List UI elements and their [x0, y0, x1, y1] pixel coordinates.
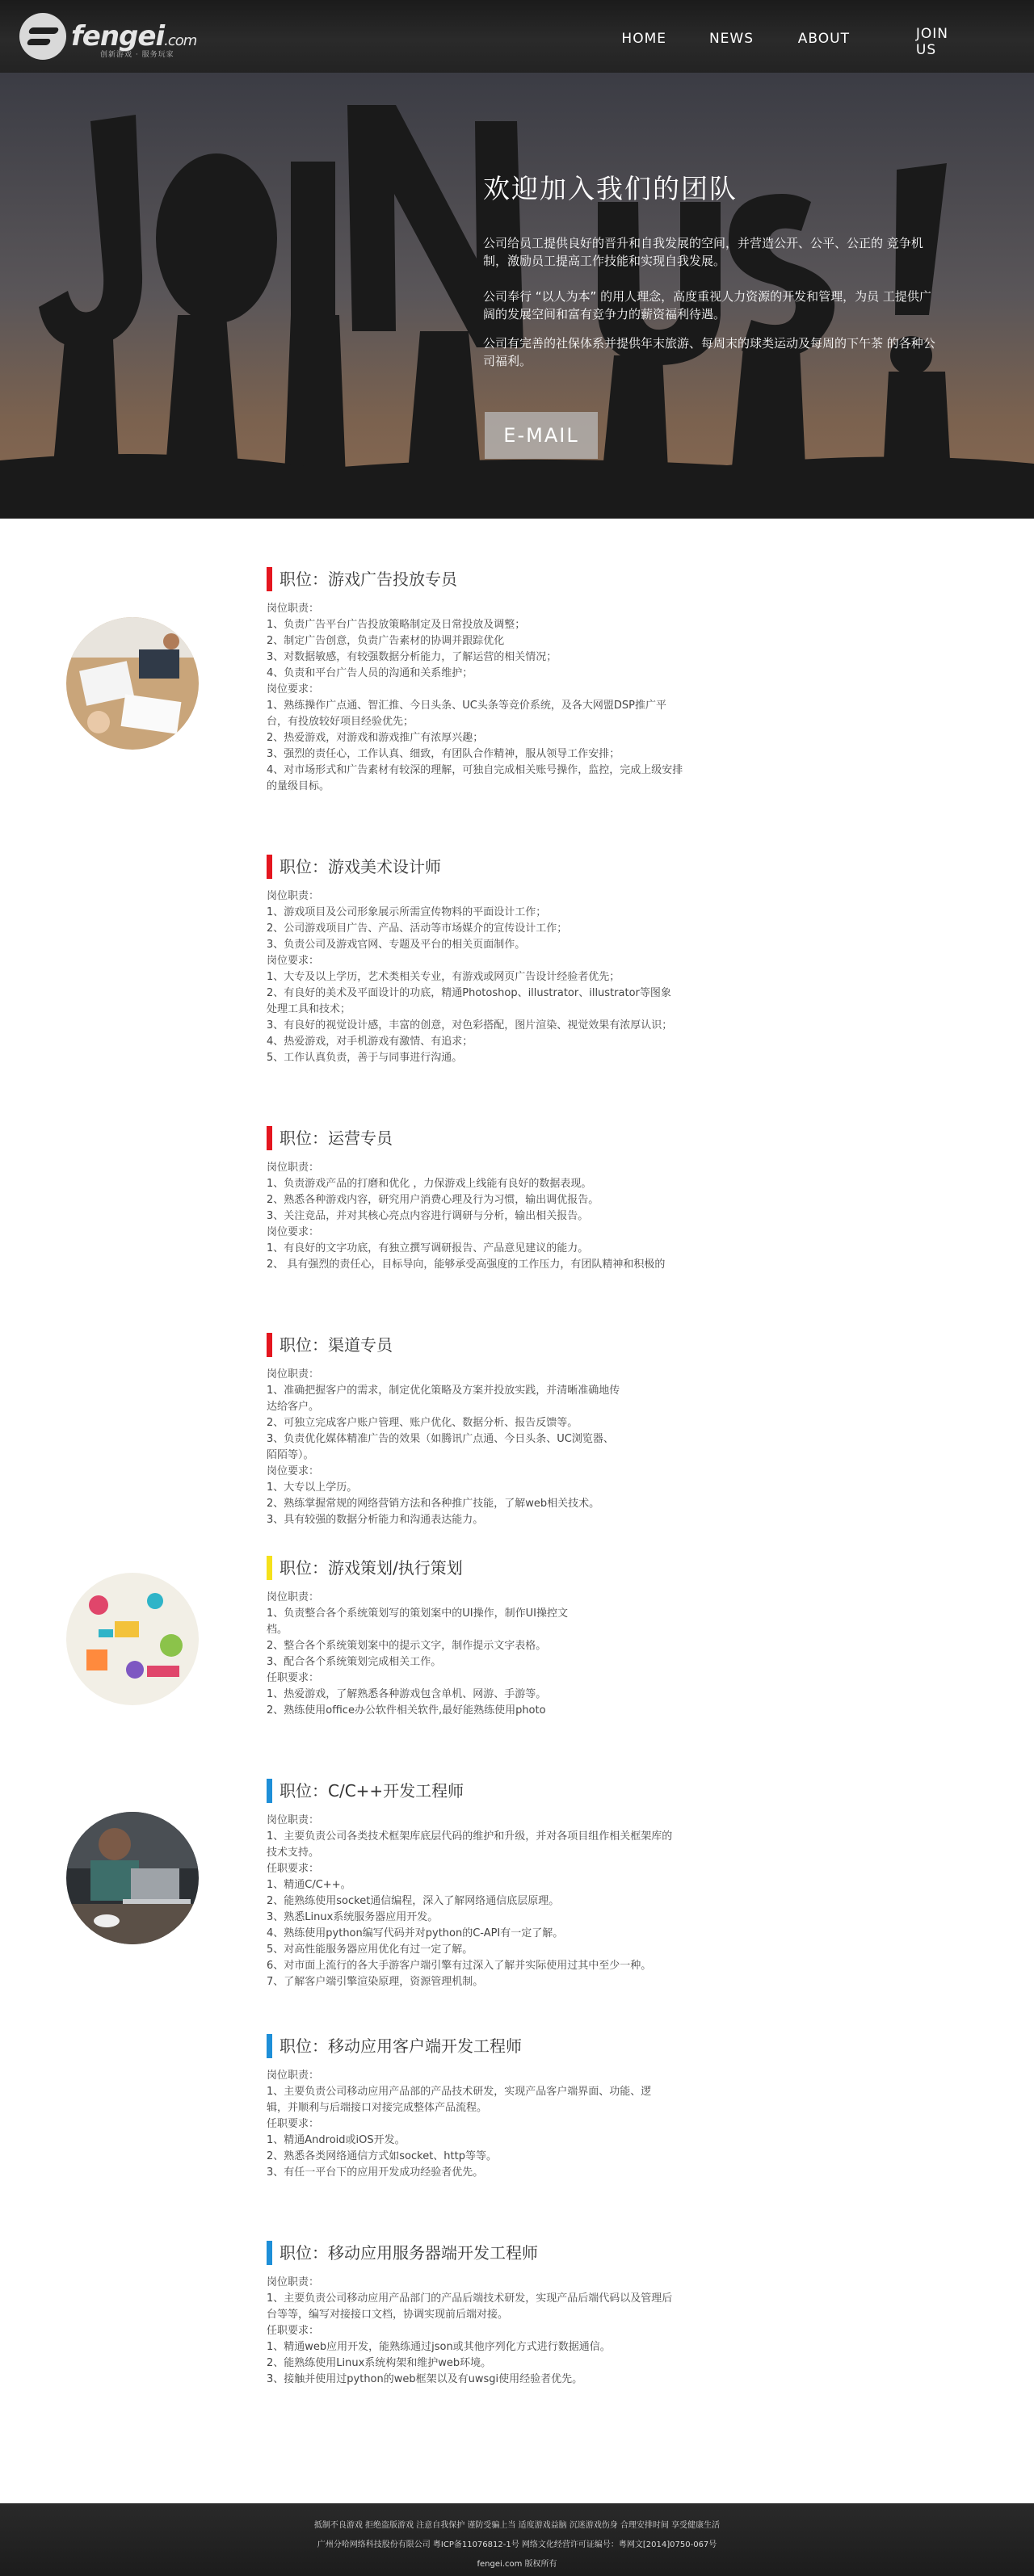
laptop-workspace-image: [66, 1812, 199, 1944]
nav-about[interactable]: ABOUT: [797, 31, 850, 47]
site-header: [0, 0, 1034, 73]
job-description: 岗位职责： 1、主要负责公司移动应用产品部的产品技术研发，实现产品客户端界面、功能、逻 辑，并顺利与后端接口对接完成整体产品流程。 任职要求： 1、精通Android或iOS开发。 2、熟悉各类网络通信方式如socket、http等等。 3、有任一平台下的应用开发成功经验者优先。: [267, 2070, 652, 2179]
job-description: 岗位职责： 1、游戏项目及公司形象展示所需宣传物料的平面设计工作； 2、公司游戏项目广告、产品、活动等市场媒介的宣传设计工作； 3、负责公司及游戏官网、专题及平台的相关页面制作。 岗位要求： 1、大专及以上学历，艺术类相关专业，有游戏或网页广告设计经验者优先； 2、有良好的美术及平面设计的功底，精通Photoshop、illustrator、illustrator等图象 处理工具和技术； 3、有良好的视觉设计感，丰富的创意，对色彩搭配，图片渲染、视觉效果有浓厚认识； 4、热爱游戏，对手机游戏有激情、有追求； 5、工作认真负责，善于与同事进行沟通。: [267, 890, 673, 1064]
nav-home[interactable]: HOME: [621, 31, 666, 47]
accent-bar: [267, 567, 272, 591]
job-description: 岗位职责： 1、负责整合各个系统策划写的策划案中的UI操作，制作UI操控文 档。 2、整合各个系统策划案中的提示文字，制作提示文字表格。 3、配合各个系统策划完成相关工作。 任职要求： 1、热爱游戏，了解熟悉各种游戏包含单机、网游、手游等。 2、熟练使用office办公软件相关软件,最好能熟练使用photo: [267, 1591, 568, 1717]
job-listing: [267, 2034, 767, 2181]
logo-domain: .com: [164, 32, 197, 49]
job-title: 职位：渠道专员: [280, 1335, 393, 1355]
job-listing: [267, 1556, 767, 1719]
site-logo[interactable]: [19, 10, 196, 63]
job-description: 岗位职责： 1、主要负责公司移动应用产品部门的产品后端技术研发，实现产品后端代码以及管理后 台等等，编写对接接口文档，协调实现前后端对接。 任职要求： 1、精通web应用开发，能熟练通过json或其他序列化方式进行数据通信。 2、能熟练使用Linux系统构架和维护web环境。 3、接触并使用过python的web框架以及有uwsgi使用经验者优先。: [267, 2276, 673, 2385]
footer-copyright: fengei.com 版权所有: [477, 2560, 557, 2569]
job-listing: [267, 855, 767, 1066]
accent-bar: [267, 855, 272, 879]
hero-paragraph-2: 公司奉行 “以人为本” 的用人理念，高度重视人力资源的开发和管理，为员 工提供广阔的发展空间和富有竞争力的薪资福利待遇。: [483, 289, 931, 321]
accent-bar: [267, 2034, 272, 2058]
hero-paragraph-3: 公司有完善的社保体系并提供年末旅游、每周末的球类运动及每周的下午茶 的各种公司福利。: [483, 336, 935, 368]
job-title: 职位：游戏策划/执行策划: [280, 1558, 463, 1578]
job-title: 职位：移动应用客户端开发工程师: [280, 2036, 522, 2056]
job-listing: [267, 1779, 767, 1990]
job-title: 职位：游戏广告投放专员: [280, 569, 457, 589]
job-listing: [267, 1126, 767, 1273]
job-listing: [267, 1333, 767, 1528]
site-footer: [0, 2503, 1034, 2576]
footer-health-notice: 抵制不良游戏 拒绝盗版游戏 注意自我保护 谨防受骗上当 适度游戏益脑 沉迷游戏伤身 合理安排时间 享受健康生活: [313, 2521, 721, 2530]
accent-bar: [267, 1556, 272, 1580]
job-description: 岗位职责： 1、负责广告平台广告投放策略制定及日常投放及调整； 2、制定广告创意，负责广告素材的协调并跟踪优化 3、对数据敏感，有较强数据分析能力，了解运营的相关情况； 4、负责和平台广告人员的沟通和关系维护； 岗位要求： 1、熟练操作广点通、智汇推、今日头条、UC头条等竞价系统，及各大网盟DSP推广平 台，有投放较好项目经验优先； 2、热爱游戏，对游戏和游戏推广有浓厚兴趣； 3、强烈的责任心，工作认真、细致，有团队合作精神，服从领导工作安排； 4、对市场形式和广告素材有较深的理解，可独自完成相关账号操作，监控，完成上级安排 的量级目标。: [267, 603, 683, 792]
accent-bar: [267, 1333, 272, 1357]
hero-title: 欢迎加入我们的团队: [483, 173, 738, 204]
logo-f-icon: [19, 13, 66, 60]
accent-bar: [267, 2241, 272, 2265]
footer-company-info: 广州分哈网络科技股份有限公司 粤ICP备11076812-1号 网络文化经营许可证编号：粤网文[2014]0750-067号: [317, 2540, 717, 2549]
job-title: 职位：移动应用服务器端开发工程师: [280, 2243, 538, 2263]
job-listing: [267, 567, 767, 795]
job-description: 岗位职责： 1、主要负责公司各类技术框架库底层代码的维护和升级，并对各项目组作相关框架库的 技术支持。 任职要求： 1、精通C/C++。 2、能熟练使用socket通信编程，深入了解网络通信底层原理。 3、熟悉Linux系统服务器应用开发。 4、熟练使用python编写代码并对python的C-API有一定了解。 5、对高性能服务器应用优化有过一定了解。 6、对市面上流行的各大手游客户端引擎有过深入了解并实际使用过其中至少一种。 7、了解客户端引擎渲染原理，资源管理机制。: [267, 1814, 673, 1988]
hero-paragraph-1: 公司给员工提供良好的晋升和自我发展的空间，并营造公开、公平、公正的 竞争机制，激励员工提高工作技能和实现自我发展。: [483, 236, 923, 268]
nav-news[interactable]: NEWS: [708, 31, 754, 47]
nav-join-us[interactable]: JOIN US: [915, 26, 948, 58]
logo-tagline: 创新游戏 · 服务玩家: [100, 51, 174, 59]
job-description: 岗位职责： 1、负责游戏产品的打磨和优化 ，力保游戏上线能有良好的数据表现。 2、熟悉各种游戏内容，研究用户消费心理及行为习惯，输出调优报告。 3、关注竞品，并对其核心亮点内容进行调研与分析，输出相关报告。 岗位要求： 1、有良好的文字功底，有独立撰写调研报告、产品意见建议的能力。 2、 具有强烈的责任心，目标导向，能够承受高强度的工作压力，有团队精神和积极的: [267, 1162, 666, 1271]
design-sketch-image: [66, 1573, 199, 1705]
accent-bar: [267, 1126, 272, 1150]
accent-bar: [267, 1779, 272, 1803]
job-description: 岗位职责： 1、准确把握客户的需求，制定优化策略及方案并投放实践，并清晰准确地传 达给客户。 2、可独立完成客户账户管理、账户优化、数据分析、报告反馈等。 3、负责优化媒体精准广告的效果（如腾讯广点通、今日头条、UC浏览器、 陌陌等）。 岗位要求： 1、大专以上学历。 2、熟练掌握常规的网络营销方法和各种推广技能，了解web相关技术。 3、具有较强的数据分析能力和沟通表达能力。: [267, 1368, 620, 1526]
job-listing: [267, 2241, 767, 2388]
hero-banner: [0, 73, 1034, 519]
job-title: 职位：运营专员: [280, 1128, 393, 1148]
email-button[interactable]: E-MAIL: [485, 412, 598, 459]
logo-text: fengei: [71, 20, 165, 53]
job-title: 职位：游戏美术设计师: [280, 857, 441, 876]
office-meeting-image: [66, 617, 199, 750]
job-title: 职位：C/C++开发工程师: [280, 1781, 464, 1801]
